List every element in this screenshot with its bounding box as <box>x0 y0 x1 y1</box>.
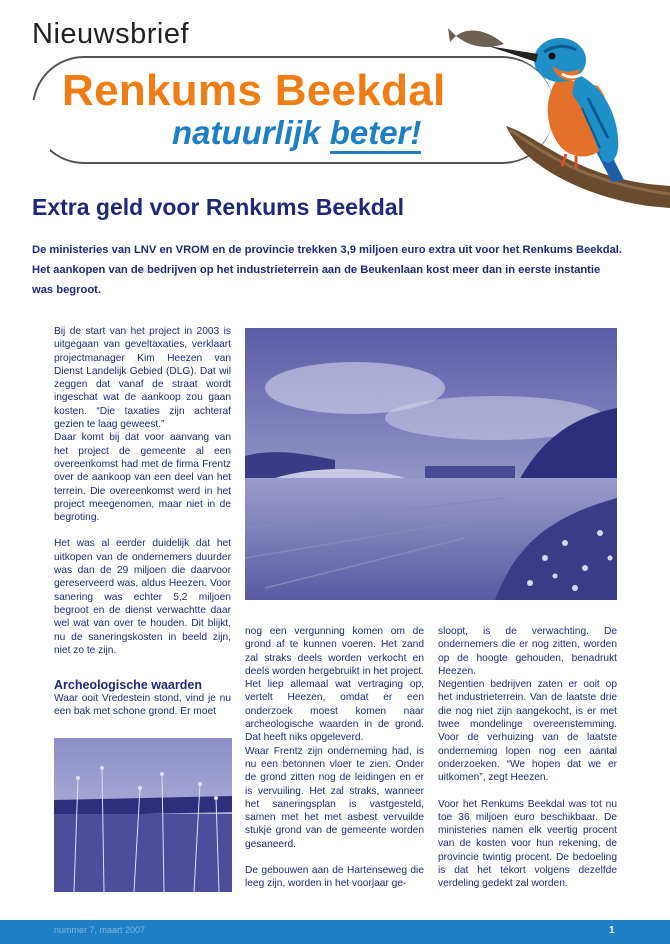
paragraph: Voor het Renkums Beekdal was tot nu toe 36 miljoen euro beschikbaar. De ministeries namen elk veertig procent van de kosten voor hun rekening, de provincie twintig procent. De bedoeling is dat het tekort volgens dezelfde verdeling gedekt zal worden. <box>438 798 617 890</box>
subtitle-part2: beter! <box>330 114 422 154</box>
paragraph: Negentien bedrijven zaten er ooit op het industrieterrein. Van de laatste drie die nog niet zijn aangekocht, is er met twee mondelinge overeenstemming. Voor de verhuizing van de laatste onderneming lopen nog een aantal onderzoeken. “We hopen dat we er uitkomen”, zegt Heezen. <box>438 679 617 784</box>
paragraph: Het was al eerder duidelijk dat het uitkopen van de ondernemers duurder was dan de 29 miljoen die daarvoor gereserveerd was, aldus Heezen. Voor sanering was echter 5,2 miljoen begroot en de dienst verwachtte daar wel wat van over te houden. Dit blijkt, nu de saneringskosten in beeld zijn, niet zo te zijn. <box>54 538 231 656</box>
article-headline: Extra geld voor Renkums Beekdal <box>32 194 404 220</box>
article-column-2 <box>245 625 424 904</box>
paragraph: sloopt, is de verwachting. De ondernemers die er nog zitten, worden op de hoogte gehouden, benadrukt Heezen. <box>438 626 617 677</box>
masthead-frame-gap <box>30 100 50 170</box>
newsletter-label: Nieuwsbrief <box>32 18 189 50</box>
article-column-1 <box>54 325 231 670</box>
paragraph: Waar ooit Vredestein stond, vind je nu een bak met schone grond. Er moet <box>54 693 231 718</box>
masthead-title: Renkums Beekdal <box>62 66 446 115</box>
paragraph: De gebouwen aan de Hartenseweg die leeg zijn, worden in het voorjaar ge- <box>245 865 424 890</box>
paragraph: Waar Frentz zijn onderneming had, is nu een betonnen vloer te zien. Onder de grond zitten nog de leidingen en er is vervuiling. Het zal straks, wanneer het saneringsplan is vastgesteld, samen met het met asbest vervuilde stukje grond van de gemeente worden gesaneerd. <box>245 745 424 850</box>
article-column-3 <box>438 625 617 904</box>
masthead-subtitle <box>172 114 421 152</box>
paragraph: nog een vergunning komen om de grond af te kunnen voeren. Het zand zal straks deels worden verkocht en deels worden hergebruikt in het project. Het liep allemaal wat vertraging op, vertelt Heezen, omdat er een onderzoek moest komen naar archeologische waarden in de grond. Dat heeft niks opgeleverd. <box>245 626 424 744</box>
sand-field-photo <box>245 328 617 600</box>
article-column-1-continued <box>54 692 231 732</box>
subtitle-part1: natuurlijk <box>172 114 330 151</box>
section-heading: Archeologische waarden <box>54 678 202 692</box>
paragraph: Daar komt bij dat voor aanvang van het project de gemeente al een overeenkomst had met de firma Frentz over de aankoop van een deel van het terrein. Die overeenkomst werd in het project meegenomen, maar niet in de begroting. <box>54 432 231 524</box>
kingfisher-illustration <box>448 8 670 208</box>
issue-label: nummer 7, maart 2007 <box>54 925 146 935</box>
article-lead: De ministeries van LNV en VROM en de provincie trekken 3,9 miljoen euro extra uit voor het Renkums Beekdal. Het aankopen van de bedrijven op het industrieterrein aan de Beukenlaan kost meer dan in eerste instantie was begroot. <box>32 244 623 296</box>
paragraph: Bij de start van het project in 2003 is uitgegaan van geveltaxaties, verklaart projectmanager Kim Heezen van Dienst Landelijk Gebied (DLG). Dat wil zeggen dat vanaf de straat wordt ingeschat wat de aankoop zou gaan kosten. “Die taxaties zijn achteraf gezien te laag geweest.” <box>54 326 231 431</box>
field-photo <box>54 738 232 892</box>
page-number: 1 <box>609 925 615 936</box>
